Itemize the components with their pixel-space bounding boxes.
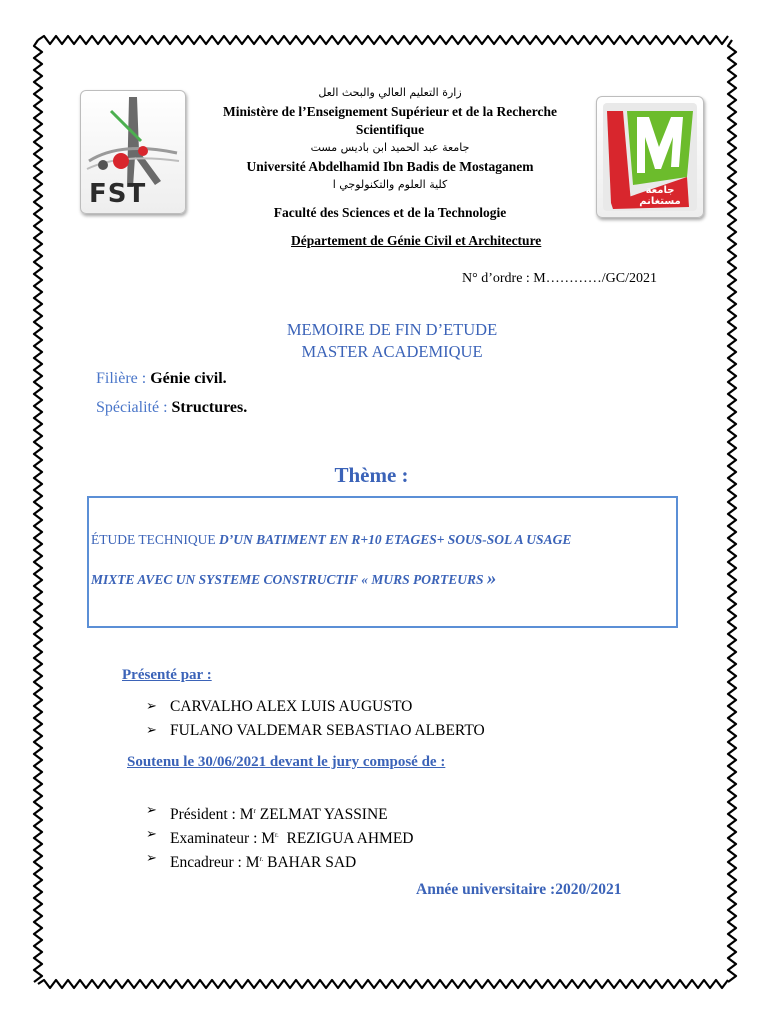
- fst-logo-text: FST: [89, 179, 147, 209]
- jury-title-suffix: r: [253, 807, 256, 815]
- ministry-name-line2: Scientifique: [355, 122, 425, 137]
- arabic-ministry: زارة التعليم العالي والبحث العل: [318, 86, 462, 99]
- author-list: [146, 695, 485, 743]
- jury-title-suffix: r.: [259, 855, 264, 863]
- fst-logo: [80, 90, 186, 214]
- jury-member: [146, 823, 414, 847]
- faculty-name: Faculté des Sciences et de la Technologie: [273, 205, 507, 220]
- theme-box: [87, 496, 678, 628]
- specialite-value: Structures.: [171, 399, 248, 416]
- master-title: MASTER ACADEMIQUE: [301, 342, 483, 361]
- university-logo-arabic: جامعة مستغانم: [639, 185, 681, 207]
- memoire-title: MEMOIRE DE FIN D’ETUDE: [286, 320, 498, 339]
- theme-line-1-regular: ÉTUDE TECHNIQUE: [91, 532, 216, 547]
- jury-list: [146, 799, 414, 871]
- specialite-row: [96, 399, 247, 417]
- department-name: Département de Génie Civil et Architecture: [291, 233, 542, 248]
- filiere-label: Filière :: [96, 370, 147, 387]
- theme-line-1-italic: D’UN BATIMENT EN R+10 ETAGES+ SOUS-SOL A USAGE: [218, 532, 572, 547]
- order-number: N° d’ordre : M…………/GC/2021: [462, 271, 657, 286]
- defense-statement: Soutenu le 30/06/2021 devant le jury composé de :: [127, 754, 446, 770]
- specialite-label: Spécialité :: [96, 399, 168, 416]
- theme-line-1: [91, 532, 571, 548]
- jury-name: REZIGUA AHMED: [278, 830, 414, 847]
- author-item: ➢ CARVALHO ALEX LUIS AUGUSTO: [146, 695, 485, 719]
- presented-by-label: Présenté par :: [122, 667, 212, 683]
- theme-title: Thème :: [334, 463, 409, 487]
- author-item: ➢ FULANO VALDEMAR SEBASTIAO ALBERTO: [146, 719, 485, 743]
- jury-member: [146, 799, 414, 823]
- university-name: Université Abdelhamid Ibn Badis de Mostaganem: [246, 159, 534, 174]
- jury-title-suffix: r.: [275, 831, 279, 839]
- jury-role: Président : M: [170, 806, 254, 823]
- theme-line-2-end: »: [486, 568, 497, 589]
- theme-line-2: [91, 568, 496, 590]
- jury-role: Examinateur : M: [170, 830, 276, 847]
- arabic-faculty: كلية العلوم والتكنولوجي ا: [332, 178, 448, 191]
- academic-year: Année universitaire :2020/2021: [416, 881, 622, 898]
- jury-member: [146, 847, 414, 871]
- jury-name: BAHAR SAD: [263, 854, 357, 871]
- filiere-value: Génie civil.: [150, 370, 227, 387]
- theme-line-2-text: MIXTE AVEC UN SYSTEME CONSTRUCTIF « MURS PORTEURS: [91, 572, 484, 587]
- university-logo: [596, 96, 704, 218]
- jury-name: ZELMAT YASSINE: [255, 806, 388, 823]
- filiere-row: [96, 370, 227, 388]
- ministry-name: Ministère de l’Enseignement Supérieur et de la Recherche: [222, 104, 558, 119]
- arabic-university: جامعة عبد الحميد ابن باديس مست: [310, 141, 470, 154]
- jury-role: Encadreur : M: [170, 854, 260, 871]
